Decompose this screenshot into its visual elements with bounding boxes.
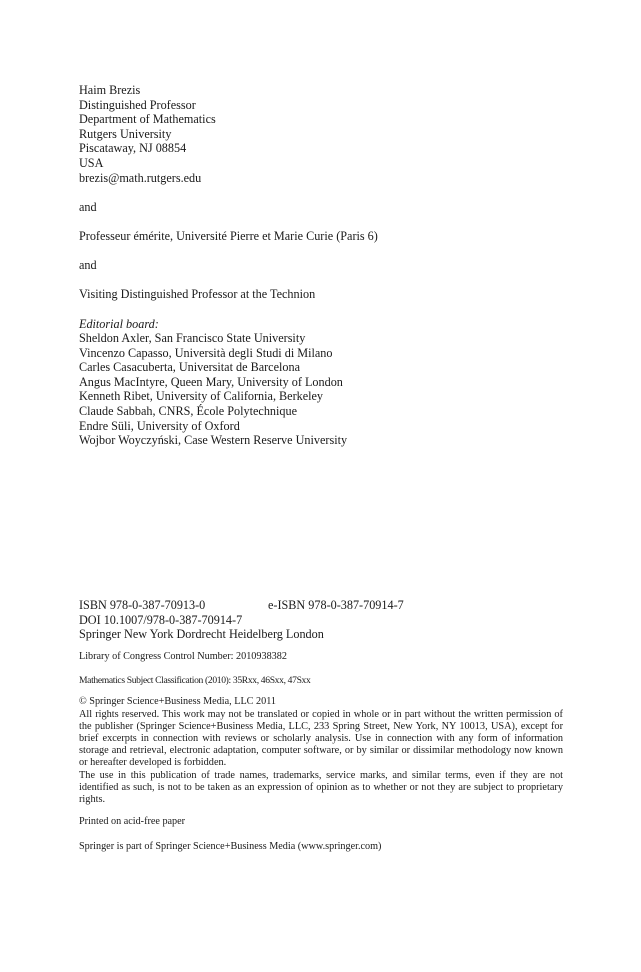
subject-classification: Mathematics Subject Classification (2010): 35Rxx, 46Sxx, 47Sxx — [79, 675, 311, 687]
editorial-board-list — [79, 331, 563, 448]
editorial-member: Claude Sabbah, CNRS, École Polytechnique — [79, 404, 297, 419]
editorial-member: Sheldon Axler, San Francisco State University — [79, 331, 306, 346]
springer-part: Springer is part of Springer Science+Business Media (www.springer.com) — [79, 840, 382, 852]
editorial-member: Angus MacIntyre, Queen Mary, University of London — [79, 374, 343, 389]
copyright-line: © Springer Science+Business Media, LLC 2011 — [79, 696, 277, 708]
e-isbn: e-ISBN 978-0-387-70914-7 — [268, 598, 404, 612]
conjunction-and: and — [79, 258, 97, 273]
author-block — [79, 83, 563, 448]
author-department: Department of Mathematics — [79, 112, 216, 127]
editorial-board-heading: Editorial board: — [79, 316, 159, 331]
editorial-member: Kenneth Ribet, University of California, Berkeley — [79, 389, 324, 404]
doi: DOI 10.1007/978-0-387-70914-7 — [79, 612, 243, 627]
isbn-row — [79, 598, 563, 613]
library-of-congress: Library of Congress Control Number: 2010938382 — [79, 650, 287, 662]
affiliation-paris: Professeur émérite, Université Pierre et Marie Curie (Paris 6) — [79, 228, 378, 243]
publisher-cities: Springer New York Dordrecht Heidelberg London — [79, 627, 324, 642]
author-university: Rutgers University — [79, 126, 172, 141]
author-name: Haim Brezis — [79, 83, 141, 97]
publication-info — [79, 598, 563, 853]
editorial-member: Carles Casacuberta, Universitat de Barcelona — [79, 360, 300, 375]
affiliation-technion: Visiting Distinguished Professor at the Technion — [79, 287, 316, 302]
author-country: USA — [79, 155, 104, 170]
rights-paragraph: All rights reserved. This work may not be translated or copied in whole or in part without the written permission of the publisher (Springer Science+Business Media, LLC, 233 Spring Street, New York, NY 10013, USA), except for brief excerpts in connection with reviews or scholarly analysis. Use in connection with any form of information storage and retrieval, electronic adaptation, computer software, or by similar or dissimilar methodology now known or hereafter developed is forbidden. — [79, 708, 563, 769]
author-email: brezis@math.rutgers.edu — [79, 170, 202, 185]
isbn: ISBN 978-0-387-70913-0 — [79, 598, 206, 612]
editorial-member: Wojbor Woyczyński, Case Western Reserve University — [79, 433, 348, 448]
acid-free-paper: Printed on acid-free paper — [79, 816, 186, 828]
author-city: Piscataway, NJ 08854 — [79, 141, 187, 156]
conjunction-and: and — [79, 199, 97, 214]
author-title: Distinguished Professor — [79, 97, 196, 112]
editorial-member: Endre Süli, University of Oxford — [79, 418, 240, 433]
trademarks-paragraph: The use in this publication of trade names, trademarks, service marks, and similar terms, even if they are not identified as such, is not to be taken as an expression of opinion as to whether or not they are subject to proprietary rights. — [79, 769, 563, 806]
editorial-member: Vincenzo Capasso, Università degli Studi di Milano — [79, 345, 333, 360]
